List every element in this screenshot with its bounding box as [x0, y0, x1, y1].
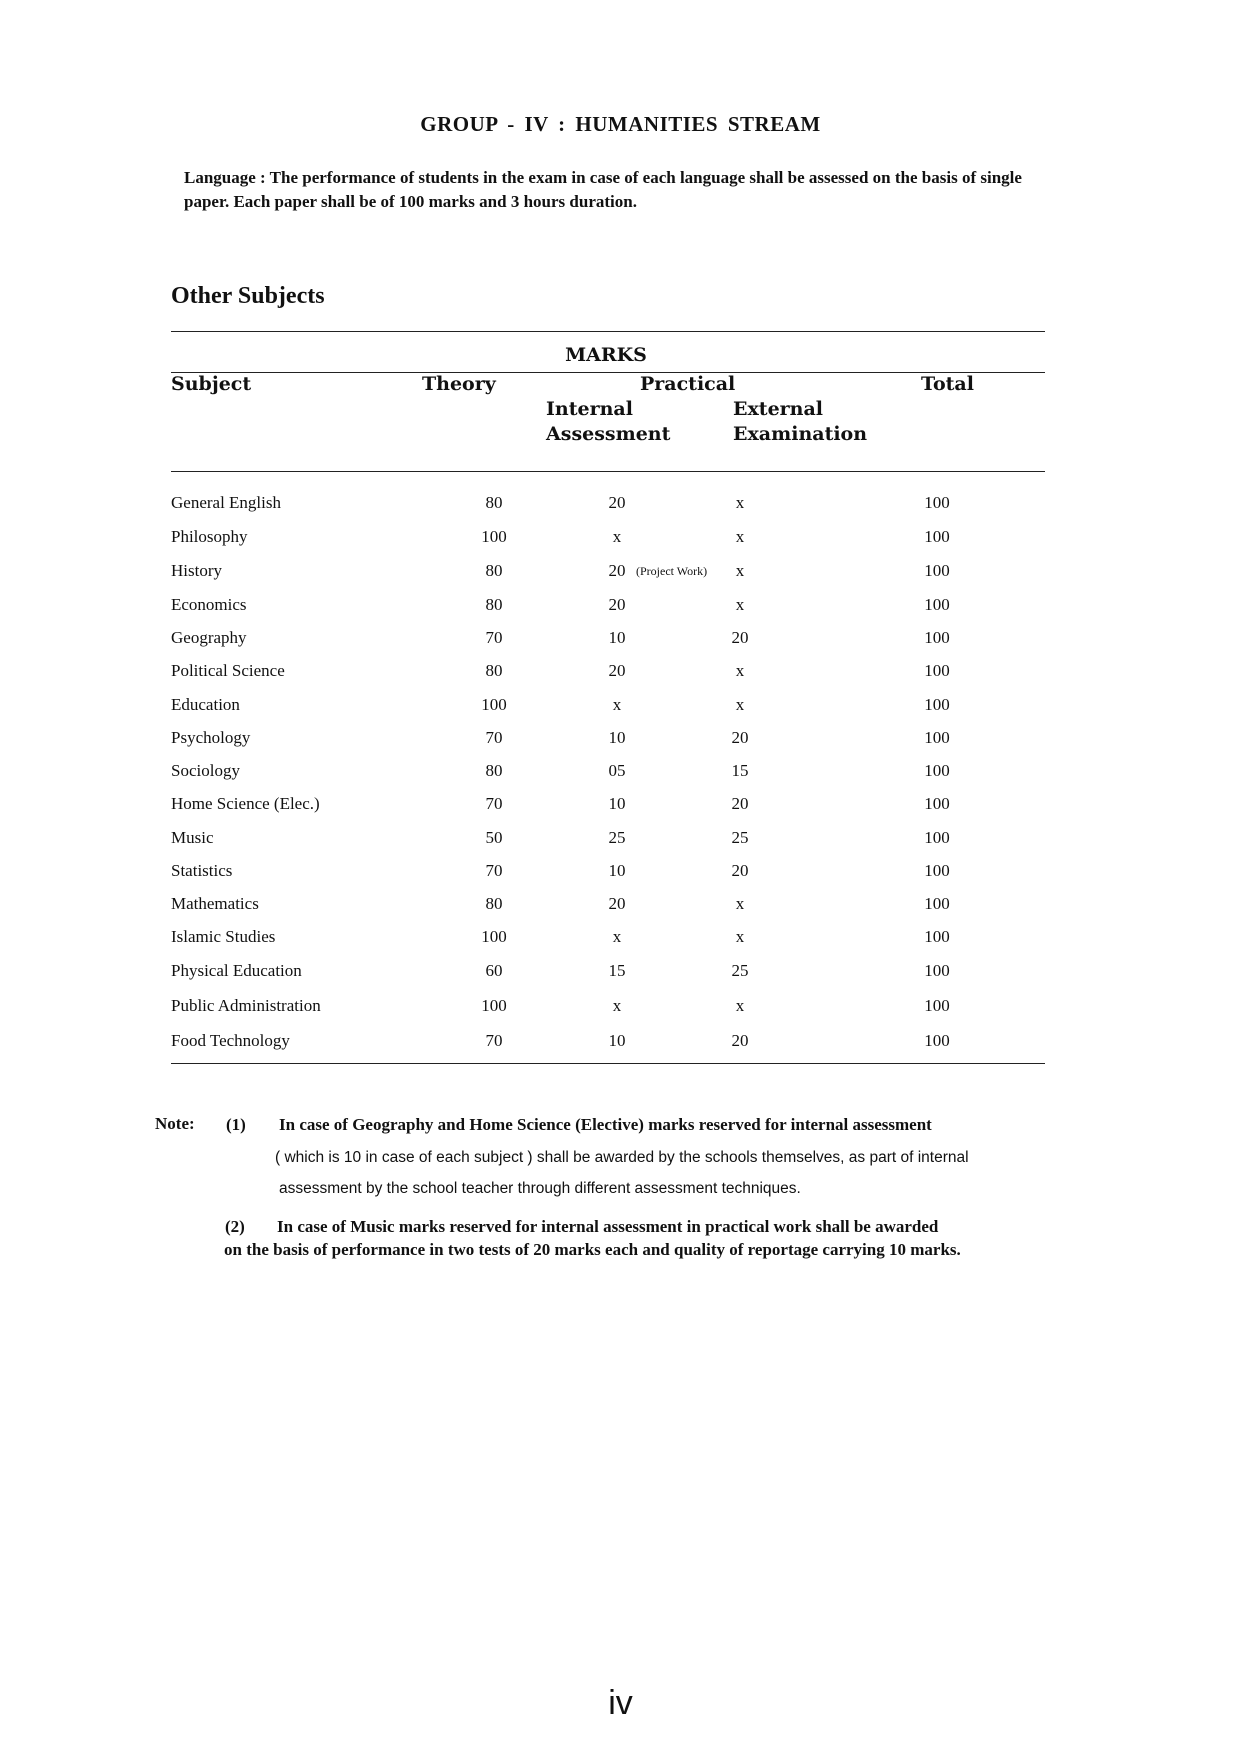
cell-subject: Philosophy [171, 527, 248, 546]
cell-subject: Food Technology [171, 1031, 290, 1050]
cell-external: 15 [731, 761, 749, 780]
cell-total: 100 [924, 828, 950, 847]
cell-theory: 100 [481, 927, 507, 946]
cell-internal: 10 [608, 861, 626, 880]
cell-subject: Home Science (Elec.) [171, 794, 320, 813]
cell-total: 100 [924, 1031, 950, 1050]
col-external-header-line1: External [733, 398, 824, 420]
cell-theory: 100 [481, 996, 507, 1015]
cell-external: 20 [731, 628, 749, 647]
cell-total: 100 [924, 861, 950, 880]
cell-external: x [735, 595, 745, 614]
cell-external: 25 [731, 828, 749, 847]
cell-theory: 80 [485, 761, 503, 780]
cell-subject: Physical Education [171, 961, 302, 980]
language-note [184, 166, 1064, 214]
cell-internal: 25 [608, 828, 626, 847]
note-1-number: (1) [226, 1115, 246, 1134]
cell-external: x [735, 996, 745, 1015]
cell-total: 100 [924, 493, 950, 512]
note-1-line-3: assessment by the school teacher through different assessment techniques. [279, 1180, 801, 1197]
cell-theory: 100 [481, 527, 507, 546]
cell-theory: 70 [485, 1031, 503, 1050]
cell-internal: 20 [608, 894, 626, 913]
section-title: Other Subjects [171, 283, 325, 309]
col-total-header: Total [921, 373, 974, 395]
cell-internal: 20 [608, 661, 626, 680]
cell-internal: x [612, 927, 622, 946]
cell-theory: 70 [485, 861, 503, 880]
note-label: Note: [155, 1114, 195, 1133]
cell-theory: 70 [485, 794, 503, 813]
cell-theory: 80 [485, 661, 503, 680]
cell-internal: 10 [608, 794, 626, 813]
cell-subject: Public Administration [171, 996, 321, 1015]
cell-theory: 80 [485, 493, 503, 512]
cell-internal: x [612, 996, 622, 1015]
note-1-line-2: ( which is 10 in case of each subject ) shall be awarded by the schools themselves, as part of internal [275, 1149, 969, 1166]
note-2-line-2: on the basis of performance in two tests of 20 marks each and quality of reportage carrying 10 marks. [224, 1240, 961, 1259]
cell-subject: Mathematics [171, 894, 259, 913]
cell-internal: 15 [608, 961, 626, 980]
cell-subject: Psychology [171, 728, 251, 747]
cell-total: 100 [924, 927, 950, 946]
col-practical-header: Practical [640, 373, 736, 395]
cell-external: x [735, 695, 745, 714]
cell-internal: 20 [608, 493, 626, 512]
cell-external: 20 [731, 1031, 749, 1050]
cell-subject: Music [171, 828, 214, 847]
cell-internal: 10 [608, 628, 626, 647]
cell-internal: x [612, 527, 622, 546]
cell-subject: Economics [171, 595, 247, 614]
col-external-header [733, 397, 867, 447]
cell-subject: Political Science [171, 661, 285, 680]
cell-internal-note: (Project Work) [636, 564, 708, 578]
cell-subject: Sociology [171, 761, 240, 780]
marks-rule [171, 372, 1045, 373]
cell-external: 25 [731, 961, 749, 980]
note-2-line-1: In case of Music marks reserved for internal assessment in practical work shall be awarded [277, 1217, 939, 1236]
cell-external: x [735, 894, 745, 913]
cell-external: 20 [731, 794, 749, 813]
note-2-number: (2) [225, 1217, 245, 1236]
cell-internal: 05 [608, 761, 626, 780]
cell-total: 100 [924, 894, 950, 913]
col-external-header-line2: Examination [733, 423, 868, 445]
col-internal-header [546, 397, 670, 447]
cell-theory: 80 [485, 595, 503, 614]
cell-subject: Islamic Studies [171, 927, 276, 946]
note-1-line-1: In case of Geography and Home Science (Elective) marks reserved for internal assessment [279, 1115, 932, 1134]
cell-external: x [735, 661, 745, 680]
page-title: GROUP - IV : HUMANITIES STREAM [420, 112, 821, 136]
marks-header: MARKS [565, 344, 647, 366]
col-internal-header-line1: Internal [546, 398, 633, 420]
cell-internal: x [612, 695, 622, 714]
cell-total: 100 [924, 761, 950, 780]
cell-theory: 60 [485, 961, 503, 980]
cell-theory: 100 [481, 695, 507, 714]
cell-total: 100 [924, 996, 950, 1015]
cell-total: 100 [924, 595, 950, 614]
cell-internal: 20 [608, 561, 626, 580]
table-top-rule [171, 331, 1045, 332]
cell-external: x [735, 561, 745, 580]
cell-theory: 50 [485, 828, 503, 847]
cell-subject: Education [171, 695, 240, 714]
cell-total: 100 [924, 794, 950, 813]
cell-subject: Statistics [171, 861, 233, 880]
col-internal-header-line2: Assessment [546, 423, 671, 445]
cell-theory: 80 [485, 894, 503, 913]
table-bottom-rule [171, 1063, 1045, 1064]
cell-external: x [735, 527, 745, 546]
header-bottom-rule [171, 471, 1045, 472]
col-subject-header: Subject [171, 373, 252, 395]
cell-external: 20 [731, 728, 749, 747]
cell-total: 100 [924, 628, 950, 647]
cell-theory: 70 [485, 628, 503, 647]
cell-external: 20 [731, 861, 749, 880]
cell-theory: 80 [485, 561, 503, 580]
cell-internal: 10 [608, 1031, 626, 1050]
page-number: iv [608, 1684, 633, 1722]
language-note-text: The performance of students in the exam in case of each language shall be assessed on the basis of single paper. Each paper shall be of 100 marks and 3 hours duration. [184, 168, 1022, 211]
cell-subject: History [171, 561, 222, 580]
cell-internal: 10 [608, 728, 626, 747]
cell-total: 100 [924, 728, 950, 747]
cell-total: 100 [924, 561, 950, 580]
cell-total: 100 [924, 661, 950, 680]
cell-subject: Geography [171, 628, 247, 647]
cell-total: 100 [924, 695, 950, 714]
cell-external: x [735, 927, 745, 946]
cell-theory: 70 [485, 728, 503, 747]
cell-total: 100 [924, 961, 950, 980]
col-theory-header: Theory [422, 373, 496, 395]
cell-subject: General English [171, 493, 281, 512]
cell-total: 100 [924, 527, 950, 546]
cell-internal: 20 [608, 595, 626, 614]
language-note-label: Language : [184, 168, 270, 187]
cell-external: x [735, 493, 745, 512]
